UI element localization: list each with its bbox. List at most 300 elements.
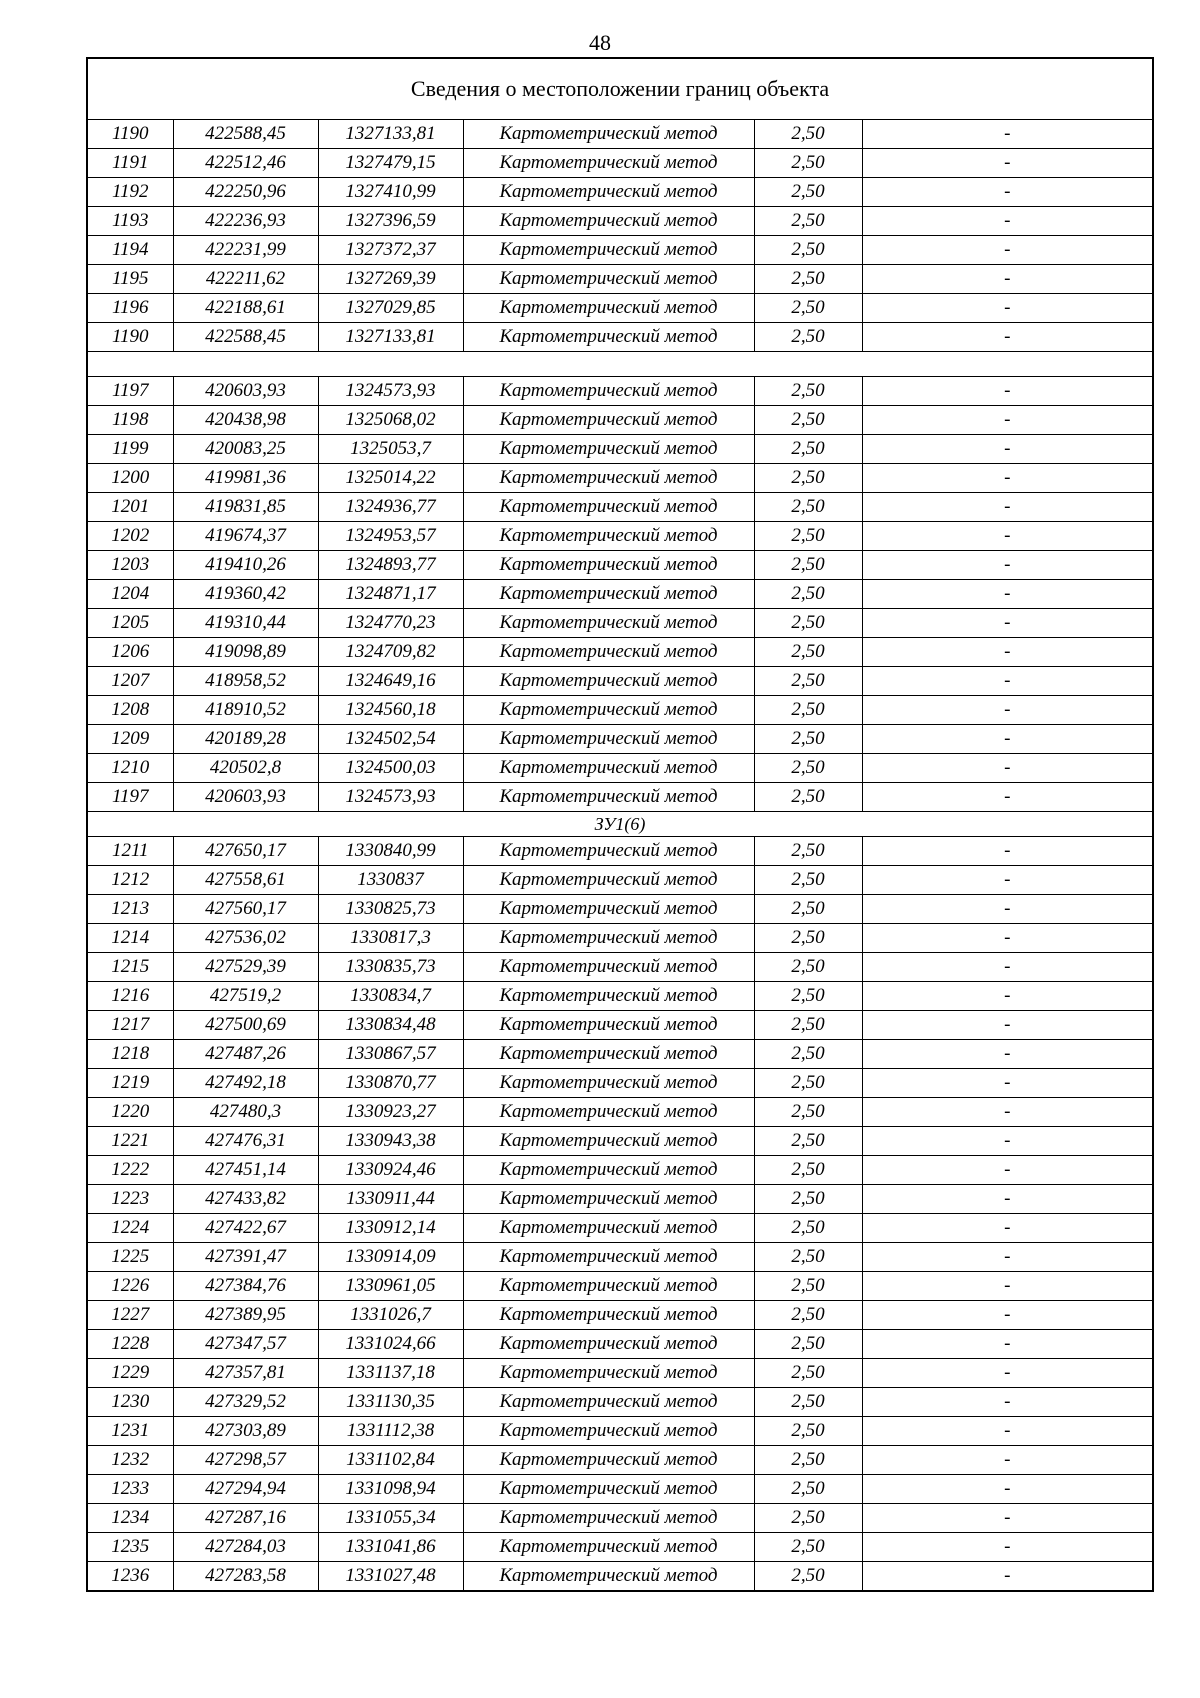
point-number-cell: 1202 bbox=[87, 522, 173, 551]
coord-y-cell: 1330825,73 bbox=[318, 895, 463, 924]
table-row bbox=[87, 265, 1153, 294]
description-cell: - bbox=[862, 1330, 1153, 1359]
coord-x-cell: 420502,8 bbox=[173, 754, 318, 783]
point-number-cell: 1190 bbox=[87, 120, 173, 149]
method-cell: Картометрический метод bbox=[463, 1069, 754, 1098]
method-cell: Картометрический метод bbox=[463, 895, 754, 924]
point-number-cell: 1221 bbox=[87, 1127, 173, 1156]
table-row bbox=[87, 1156, 1153, 1185]
method-cell: Картометрический метод bbox=[463, 464, 754, 493]
point-number-cell: 1190 bbox=[87, 323, 173, 352]
table-row bbox=[87, 1127, 1153, 1156]
accuracy-cell: 2,50 bbox=[754, 1533, 862, 1562]
description-cell: - bbox=[862, 1301, 1153, 1330]
coord-x-cell: 427519,2 bbox=[173, 982, 318, 1011]
description-cell: - bbox=[862, 609, 1153, 638]
coord-x-cell: 420603,93 bbox=[173, 783, 318, 812]
coord-x-cell: 427560,17 bbox=[173, 895, 318, 924]
method-cell: Картометрический метод bbox=[463, 377, 754, 406]
table-row bbox=[87, 783, 1153, 812]
method-cell: Картометрический метод bbox=[463, 1214, 754, 1243]
description-cell: - bbox=[862, 1446, 1153, 1475]
table-row bbox=[87, 837, 1153, 866]
coord-y-cell: 1330912,14 bbox=[318, 1214, 463, 1243]
accuracy-cell: 2,50 bbox=[754, 667, 862, 696]
coord-y-cell: 1324871,17 bbox=[318, 580, 463, 609]
accuracy-cell: 2,50 bbox=[754, 696, 862, 725]
description-cell: - bbox=[862, 1388, 1153, 1417]
separator-row bbox=[87, 352, 1153, 377]
coord-x-cell: 420083,25 bbox=[173, 435, 318, 464]
point-number-cell: 1191 bbox=[87, 149, 173, 178]
coord-y-cell: 1327479,15 bbox=[318, 149, 463, 178]
accuracy-cell: 2,50 bbox=[754, 1011, 862, 1040]
point-number-cell: 1215 bbox=[87, 953, 173, 982]
coord-y-cell: 1327372,37 bbox=[318, 236, 463, 265]
coord-y-cell: 1331102,84 bbox=[318, 1446, 463, 1475]
coord-y-cell: 1327133,81 bbox=[318, 323, 463, 352]
table-row bbox=[87, 1475, 1153, 1504]
coord-x-cell: 418910,52 bbox=[173, 696, 318, 725]
table-row bbox=[87, 754, 1153, 783]
accuracy-cell: 2,50 bbox=[754, 1243, 862, 1272]
accuracy-cell: 2,50 bbox=[754, 1330, 862, 1359]
accuracy-cell: 2,50 bbox=[754, 551, 862, 580]
accuracy-cell: 2,50 bbox=[754, 1185, 862, 1214]
accuracy-cell: 2,50 bbox=[754, 1069, 862, 1098]
coord-x-cell: 427422,67 bbox=[173, 1214, 318, 1243]
method-cell: Картометрический метод bbox=[463, 1127, 754, 1156]
table-row bbox=[87, 1069, 1153, 1098]
method-cell: Картометрический метод bbox=[463, 1388, 754, 1417]
coord-y-cell: 1324573,93 bbox=[318, 377, 463, 406]
accuracy-cell: 2,50 bbox=[754, 323, 862, 352]
point-number-cell: 1213 bbox=[87, 895, 173, 924]
table-row bbox=[87, 522, 1153, 551]
coord-y-cell: 1330870,77 bbox=[318, 1069, 463, 1098]
accuracy-cell: 2,50 bbox=[754, 1562, 862, 1592]
description-cell: - bbox=[862, 551, 1153, 580]
boundary-coordinates-table bbox=[86, 57, 1154, 1592]
method-cell: Картометрический метод bbox=[463, 178, 754, 207]
method-cell: Картометрический метод bbox=[463, 149, 754, 178]
table-row bbox=[87, 895, 1153, 924]
method-cell: Картометрический метод bbox=[463, 120, 754, 149]
method-cell: Картометрический метод bbox=[463, 265, 754, 294]
description-cell: - bbox=[862, 783, 1153, 812]
accuracy-cell: 2,50 bbox=[754, 1098, 862, 1127]
accuracy-cell: 2,50 bbox=[754, 265, 862, 294]
table-row bbox=[87, 1098, 1153, 1127]
point-number-cell: 1228 bbox=[87, 1330, 173, 1359]
accuracy-cell: 2,50 bbox=[754, 725, 862, 754]
table-row bbox=[87, 725, 1153, 754]
description-cell: - bbox=[862, 207, 1153, 236]
point-number-cell: 1203 bbox=[87, 551, 173, 580]
table-row bbox=[87, 1562, 1153, 1592]
method-cell: Картометрический метод bbox=[463, 837, 754, 866]
description-cell: - bbox=[862, 754, 1153, 783]
coord-y-cell: 1330924,46 bbox=[318, 1156, 463, 1185]
coord-y-cell: 1325053,7 bbox=[318, 435, 463, 464]
method-cell: Картометрический метод bbox=[463, 953, 754, 982]
point-number-cell: 1197 bbox=[87, 377, 173, 406]
method-cell: Картометрический метод bbox=[463, 406, 754, 435]
section-header-row bbox=[87, 812, 1153, 837]
coord-y-cell: 1324560,18 bbox=[318, 696, 463, 725]
point-number-cell: 1224 bbox=[87, 1214, 173, 1243]
coord-y-cell: 1327396,59 bbox=[318, 207, 463, 236]
description-cell: - bbox=[862, 377, 1153, 406]
coord-y-cell: 1331137,18 bbox=[318, 1359, 463, 1388]
point-number-cell: 1226 bbox=[87, 1272, 173, 1301]
table-row bbox=[87, 1533, 1153, 1562]
table-row bbox=[87, 1388, 1153, 1417]
coord-x-cell: 419674,37 bbox=[173, 522, 318, 551]
description-cell: - bbox=[862, 1156, 1153, 1185]
description-cell: - bbox=[862, 236, 1153, 265]
description-cell: - bbox=[862, 493, 1153, 522]
description-cell: - bbox=[862, 1127, 1153, 1156]
table-row bbox=[87, 1185, 1153, 1214]
point-number-cell: 1200 bbox=[87, 464, 173, 493]
table-row bbox=[87, 1446, 1153, 1475]
coord-y-cell: 1324953,57 bbox=[318, 522, 463, 551]
table-row bbox=[87, 1330, 1153, 1359]
point-number-cell: 1208 bbox=[87, 696, 173, 725]
point-number-cell: 1193 bbox=[87, 207, 173, 236]
point-number-cell: 1192 bbox=[87, 178, 173, 207]
accuracy-cell: 2,50 bbox=[754, 580, 862, 609]
accuracy-cell: 2,50 bbox=[754, 1214, 862, 1243]
separator-cell bbox=[87, 352, 1153, 377]
table-row bbox=[87, 493, 1153, 522]
point-number-cell: 1198 bbox=[87, 406, 173, 435]
accuracy-cell: 2,50 bbox=[754, 435, 862, 464]
point-number-cell: 1207 bbox=[87, 667, 173, 696]
coord-y-cell: 1327410,99 bbox=[318, 178, 463, 207]
coord-x-cell: 427287,16 bbox=[173, 1504, 318, 1533]
coord-y-cell: 1330834,48 bbox=[318, 1011, 463, 1040]
description-cell: - bbox=[862, 435, 1153, 464]
method-cell: Картометрический метод bbox=[463, 580, 754, 609]
coord-y-cell: 1325068,02 bbox=[318, 406, 463, 435]
table-row bbox=[87, 1417, 1153, 1446]
description-cell: - bbox=[862, 667, 1153, 696]
method-cell: Картометрический метод bbox=[463, 1446, 754, 1475]
coord-y-cell: 1324936,77 bbox=[318, 493, 463, 522]
coord-y-cell: 1330817,3 bbox=[318, 924, 463, 953]
coord-y-cell: 1330914,09 bbox=[318, 1243, 463, 1272]
accuracy-cell: 2,50 bbox=[754, 149, 862, 178]
accuracy-cell: 2,50 bbox=[754, 982, 862, 1011]
accuracy-cell: 2,50 bbox=[754, 207, 862, 236]
description-cell: - bbox=[862, 1214, 1153, 1243]
description-cell: - bbox=[862, 924, 1153, 953]
accuracy-cell: 2,50 bbox=[754, 1417, 862, 1446]
coord-x-cell: 427433,82 bbox=[173, 1185, 318, 1214]
method-cell: Картометрический метод bbox=[463, 435, 754, 464]
description-cell: - bbox=[862, 1185, 1153, 1214]
description-cell: - bbox=[862, 294, 1153, 323]
accuracy-cell: 2,50 bbox=[754, 493, 862, 522]
coord-y-cell: 1330911,44 bbox=[318, 1185, 463, 1214]
table-title: Сведения о местоположении границ объекта bbox=[87, 58, 1153, 120]
method-cell: Картометрический метод bbox=[463, 1011, 754, 1040]
table-row bbox=[87, 953, 1153, 982]
coord-y-cell: 1331098,94 bbox=[318, 1475, 463, 1504]
method-cell: Картометрический метод bbox=[463, 754, 754, 783]
coord-x-cell: 422188,61 bbox=[173, 294, 318, 323]
table-row bbox=[87, 924, 1153, 953]
accuracy-cell: 2,50 bbox=[754, 294, 862, 323]
coord-y-cell: 1330837 bbox=[318, 866, 463, 895]
description-cell: - bbox=[862, 265, 1153, 294]
table-row bbox=[87, 982, 1153, 1011]
accuracy-cell: 2,50 bbox=[754, 638, 862, 667]
coord-x-cell: 422512,46 bbox=[173, 149, 318, 178]
table-row bbox=[87, 551, 1153, 580]
coord-y-cell: 1324573,93 bbox=[318, 783, 463, 812]
method-cell: Картометрический метод bbox=[463, 609, 754, 638]
description-cell: - bbox=[862, 1417, 1153, 1446]
table-title-row bbox=[87, 58, 1153, 120]
point-number-cell: 1214 bbox=[87, 924, 173, 953]
accuracy-cell: 2,50 bbox=[754, 522, 862, 551]
point-number-cell: 1219 bbox=[87, 1069, 173, 1098]
coord-x-cell: 427391,47 bbox=[173, 1243, 318, 1272]
method-cell: Картометрический метод bbox=[463, 1417, 754, 1446]
method-cell: Картометрический метод bbox=[463, 982, 754, 1011]
point-number-cell: 1233 bbox=[87, 1475, 173, 1504]
point-number-cell: 1232 bbox=[87, 1446, 173, 1475]
accuracy-cell: 2,50 bbox=[754, 609, 862, 638]
method-cell: Картометрический метод bbox=[463, 1330, 754, 1359]
description-cell: - bbox=[862, 406, 1153, 435]
coord-x-cell: 427650,17 bbox=[173, 837, 318, 866]
table-row bbox=[87, 406, 1153, 435]
description-cell: - bbox=[862, 178, 1153, 207]
table-row bbox=[87, 435, 1153, 464]
point-number-cell: 1227 bbox=[87, 1301, 173, 1330]
coord-x-cell: 427298,57 bbox=[173, 1446, 318, 1475]
accuracy-cell: 2,50 bbox=[754, 953, 862, 982]
point-number-cell: 1229 bbox=[87, 1359, 173, 1388]
description-cell: - bbox=[862, 580, 1153, 609]
description-cell: - bbox=[862, 1475, 1153, 1504]
point-number-cell: 1216 bbox=[87, 982, 173, 1011]
point-number-cell: 1195 bbox=[87, 265, 173, 294]
method-cell: Картометрический метод bbox=[463, 1359, 754, 1388]
description-cell: - bbox=[862, 149, 1153, 178]
description-cell: - bbox=[862, 1359, 1153, 1388]
point-number-cell: 1212 bbox=[87, 866, 173, 895]
point-number-cell: 1205 bbox=[87, 609, 173, 638]
description-cell: - bbox=[862, 522, 1153, 551]
accuracy-cell: 2,50 bbox=[754, 924, 862, 953]
point-number-cell: 1199 bbox=[87, 435, 173, 464]
coord-x-cell: 422588,45 bbox=[173, 323, 318, 352]
coord-x-cell: 419310,44 bbox=[173, 609, 318, 638]
coord-x-cell: 427389,95 bbox=[173, 1301, 318, 1330]
accuracy-cell: 2,50 bbox=[754, 783, 862, 812]
description-cell: - bbox=[862, 1272, 1153, 1301]
description-cell: - bbox=[862, 1098, 1153, 1127]
table-row bbox=[87, 1504, 1153, 1533]
accuracy-cell: 2,50 bbox=[754, 1446, 862, 1475]
table-row bbox=[87, 236, 1153, 265]
table-row bbox=[87, 464, 1153, 493]
point-number-cell: 1211 bbox=[87, 837, 173, 866]
accuracy-cell: 2,50 bbox=[754, 895, 862, 924]
coord-y-cell: 1331055,34 bbox=[318, 1504, 463, 1533]
method-cell: Картометрический метод bbox=[463, 1562, 754, 1592]
method-cell: Картометрический метод bbox=[463, 207, 754, 236]
method-cell: Картометрический метод bbox=[463, 1243, 754, 1272]
coord-x-cell: 427476,31 bbox=[173, 1127, 318, 1156]
point-number-cell: 1230 bbox=[87, 1388, 173, 1417]
accuracy-cell: 2,50 bbox=[754, 866, 862, 895]
method-cell: Картометрический метод bbox=[463, 1156, 754, 1185]
coord-x-cell: 427536,02 bbox=[173, 924, 318, 953]
coord-x-cell: 427480,3 bbox=[173, 1098, 318, 1127]
table-row bbox=[87, 580, 1153, 609]
coord-x-cell: 427294,94 bbox=[173, 1475, 318, 1504]
point-number-cell: 1197 bbox=[87, 783, 173, 812]
coord-y-cell: 1331027,48 bbox=[318, 1562, 463, 1592]
coord-y-cell: 1330943,38 bbox=[318, 1127, 463, 1156]
description-cell: - bbox=[862, 1562, 1153, 1592]
method-cell: Картометрический метод bbox=[463, 696, 754, 725]
coord-y-cell: 1324502,54 bbox=[318, 725, 463, 754]
coord-y-cell: 1331041,86 bbox=[318, 1533, 463, 1562]
method-cell: Картометрический метод bbox=[463, 294, 754, 323]
method-cell: Картометрический метод bbox=[463, 1504, 754, 1533]
method-cell: Картометрический метод bbox=[463, 866, 754, 895]
page-number: 48 bbox=[589, 30, 611, 55]
coord-x-cell: 427303,89 bbox=[173, 1417, 318, 1446]
table-row bbox=[87, 1243, 1153, 1272]
coord-x-cell: 427347,57 bbox=[173, 1330, 318, 1359]
method-cell: Картометрический метод bbox=[463, 783, 754, 812]
coord-x-cell: 427357,81 bbox=[173, 1359, 318, 1388]
coord-x-cell: 422211,62 bbox=[173, 265, 318, 294]
coord-x-cell: 422231,99 bbox=[173, 236, 318, 265]
method-cell: Картометрический метод bbox=[463, 493, 754, 522]
accuracy-cell: 2,50 bbox=[754, 1301, 862, 1330]
table-row bbox=[87, 696, 1153, 725]
point-number-cell: 1218 bbox=[87, 1040, 173, 1069]
coord-x-cell: 419410,26 bbox=[173, 551, 318, 580]
method-cell: Картометрический метод bbox=[463, 1272, 754, 1301]
point-number-cell: 1210 bbox=[87, 754, 173, 783]
accuracy-cell: 2,50 bbox=[754, 1127, 862, 1156]
table-row bbox=[87, 377, 1153, 406]
coord-x-cell: 419360,42 bbox=[173, 580, 318, 609]
table-row bbox=[87, 1301, 1153, 1330]
coord-x-cell: 427384,76 bbox=[173, 1272, 318, 1301]
table-row bbox=[87, 1040, 1153, 1069]
description-cell: - bbox=[862, 866, 1153, 895]
description-cell: - bbox=[862, 1504, 1153, 1533]
table-row bbox=[87, 1011, 1153, 1040]
accuracy-cell: 2,50 bbox=[754, 754, 862, 783]
coord-y-cell: 1327269,39 bbox=[318, 265, 463, 294]
coord-x-cell: 427487,26 bbox=[173, 1040, 318, 1069]
point-number-cell: 1220 bbox=[87, 1098, 173, 1127]
coord-x-cell: 427451,14 bbox=[173, 1156, 318, 1185]
accuracy-cell: 2,50 bbox=[754, 1475, 862, 1504]
coord-x-cell: 419831,85 bbox=[173, 493, 318, 522]
coord-x-cell: 420603,93 bbox=[173, 377, 318, 406]
coord-x-cell: 427529,39 bbox=[173, 953, 318, 982]
description-cell: - bbox=[862, 120, 1153, 149]
description-cell: - bbox=[862, 464, 1153, 493]
coord-y-cell: 1324709,82 bbox=[318, 638, 463, 667]
description-cell: - bbox=[862, 1069, 1153, 1098]
accuracy-cell: 2,50 bbox=[754, 1388, 862, 1417]
coord-y-cell: 1325014,22 bbox=[318, 464, 463, 493]
point-number-cell: 1222 bbox=[87, 1156, 173, 1185]
coord-y-cell: 1330834,7 bbox=[318, 982, 463, 1011]
accuracy-cell: 2,50 bbox=[754, 837, 862, 866]
table-row bbox=[87, 120, 1153, 149]
method-cell: Картометрический метод bbox=[463, 725, 754, 754]
coord-x-cell: 427492,18 bbox=[173, 1069, 318, 1098]
coord-x-cell: 418958,52 bbox=[173, 667, 318, 696]
table-row bbox=[87, 1214, 1153, 1243]
coord-y-cell: 1331112,38 bbox=[318, 1417, 463, 1446]
description-cell: - bbox=[862, 837, 1153, 866]
accuracy-cell: 2,50 bbox=[754, 120, 862, 149]
coord-y-cell: 1331026,7 bbox=[318, 1301, 463, 1330]
table-row bbox=[87, 638, 1153, 667]
description-cell: - bbox=[862, 953, 1153, 982]
table-row bbox=[87, 866, 1153, 895]
coord-y-cell: 1331130,35 bbox=[318, 1388, 463, 1417]
method-cell: Картометрический метод bbox=[463, 1475, 754, 1504]
accuracy-cell: 2,50 bbox=[754, 1272, 862, 1301]
description-cell: - bbox=[862, 895, 1153, 924]
method-cell: Картометрический метод bbox=[463, 236, 754, 265]
description-cell: - bbox=[862, 638, 1153, 667]
coord-x-cell: 422588,45 bbox=[173, 120, 318, 149]
coord-y-cell: 1331024,66 bbox=[318, 1330, 463, 1359]
point-number-cell: 1236 bbox=[87, 1562, 173, 1592]
table-row bbox=[87, 609, 1153, 638]
coord-y-cell: 1330867,57 bbox=[318, 1040, 463, 1069]
description-cell: - bbox=[862, 1533, 1153, 1562]
point-number-cell: 1235 bbox=[87, 1533, 173, 1562]
coord-y-cell: 1324500,03 bbox=[318, 754, 463, 783]
coord-y-cell: 1324770,23 bbox=[318, 609, 463, 638]
coord-x-cell: 427500,69 bbox=[173, 1011, 318, 1040]
point-number-cell: 1206 bbox=[87, 638, 173, 667]
method-cell: Картометрический метод bbox=[463, 1301, 754, 1330]
method-cell: Картометрический метод bbox=[463, 323, 754, 352]
accuracy-cell: 2,50 bbox=[754, 178, 862, 207]
description-cell: - bbox=[862, 1243, 1153, 1272]
description-cell: - bbox=[862, 725, 1153, 754]
coord-y-cell: 1330840,99 bbox=[318, 837, 463, 866]
method-cell: Картометрический метод bbox=[463, 1185, 754, 1214]
table-row bbox=[87, 667, 1153, 696]
method-cell: Картометрический метод bbox=[463, 551, 754, 580]
method-cell: Картометрический метод bbox=[463, 638, 754, 667]
method-cell: Картометрический метод bbox=[463, 1040, 754, 1069]
accuracy-cell: 2,50 bbox=[754, 1040, 862, 1069]
coord-y-cell: 1330835,73 bbox=[318, 953, 463, 982]
